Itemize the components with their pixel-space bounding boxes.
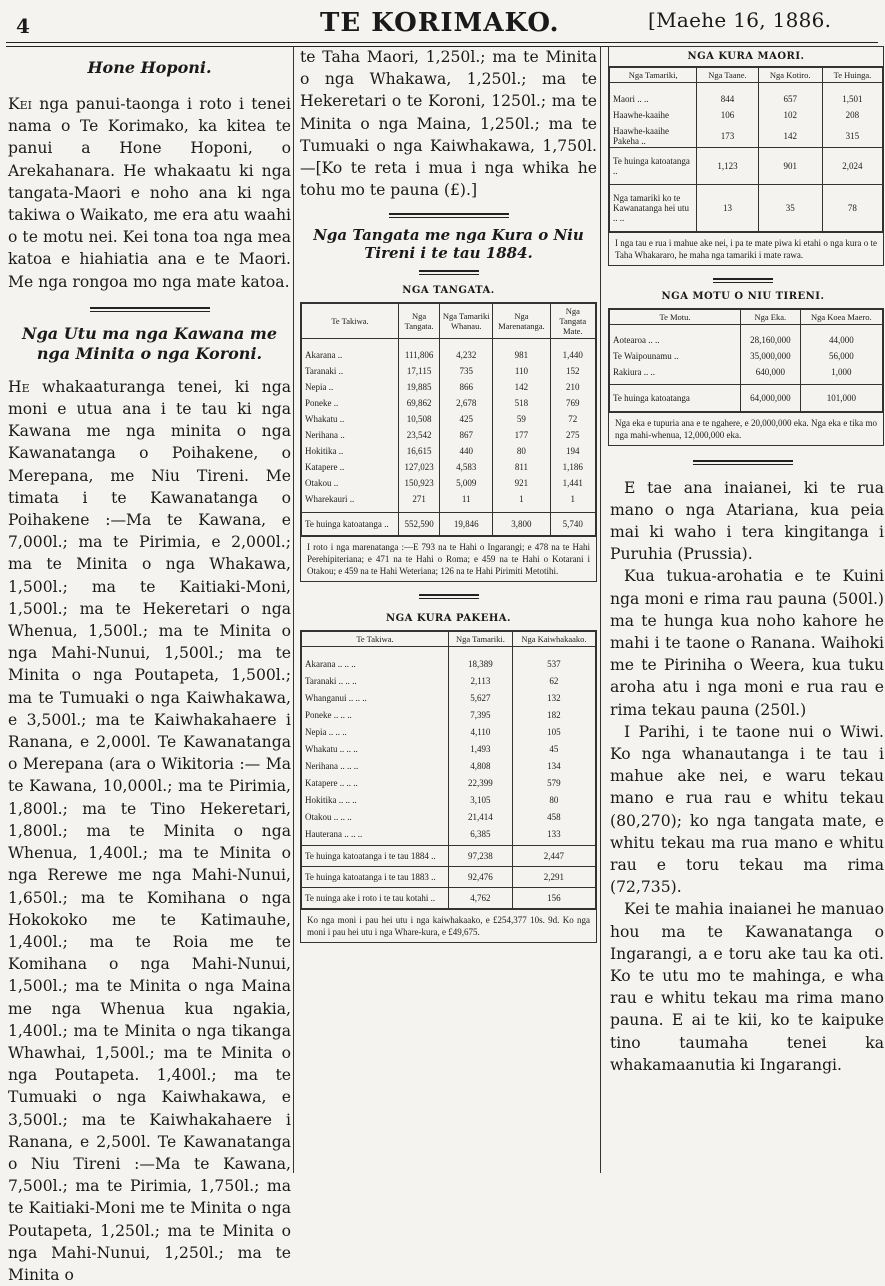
cell-value: 35,000,000 [741, 346, 801, 362]
row-label: Akarana .. .. .. [302, 653, 449, 670]
table-row [302, 393, 596, 409]
cell-value: 3,800 [493, 513, 550, 536]
row-label: Nepia .. .. .. [302, 721, 449, 738]
row-label: Nepia .. [302, 377, 399, 393]
cell-value: 866 [440, 377, 493, 393]
column-header: Nga Tamariki, [610, 68, 697, 83]
table-tangata [301, 303, 596, 536]
column-header: Nga Marenatanga. [493, 304, 550, 339]
column-header: Te Takiwa. [302, 304, 399, 339]
row-label: Hauterana .. .. .. [302, 823, 449, 840]
table-row [610, 89, 883, 105]
cell-value: 142 [493, 377, 550, 393]
table-row [610, 105, 883, 121]
cell-value: 62 [512, 670, 595, 687]
row-label: Te huinga katoatanga [610, 384, 741, 411]
row-label: Hokitika .. [302, 441, 399, 457]
cell-value: 518 [493, 393, 550, 409]
table-motu [609, 309, 883, 412]
cell-value: 102 [758, 105, 822, 121]
cell-value: 4,583 [440, 457, 493, 473]
drop-lead: Kei [8, 95, 33, 113]
cell-value: 56,000 [800, 346, 882, 362]
row-label: Otakou .. [302, 473, 399, 489]
section-divider [419, 270, 479, 275]
cell-value: 18,389 [449, 653, 513, 670]
total-row [302, 888, 596, 909]
cell-value: 194 [550, 441, 595, 457]
row-label: Te huinga katoatanga i te tau 1884 .. [302, 846, 449, 867]
acreage-note: Nga eka e tupuria ana e te ngahere, e 20,000,000 eka. Nga eka e tika mo nga mahi-whenua, 12,000,000 eka. [609, 412, 883, 445]
cell-value: 2,024 [822, 147, 882, 184]
section-divider [419, 594, 479, 599]
cell-value: 2,447 [512, 846, 595, 867]
cell-value: 901 [758, 147, 822, 184]
article-continuation: te Taha Maori, 1,250l.; ma te Minita o nga Whakawa, 1,250l.; ma te Hekeretari o te Koroni, 1250l.; ma te Minita o nga Maina, 1,250l.; ma te Tumuaki o nga Kaiwhakawa, 1,750l. —[Ko te reta i mua i nga whika he tohu mo te pauna (£).] [300, 48, 597, 200]
cell-value: 80 [512, 789, 595, 806]
cell-value: 111,806 [399, 345, 440, 361]
column-header: Nga Koea Maero. [800, 309, 882, 324]
table-header-row [302, 632, 596, 647]
table-row [302, 772, 596, 789]
table-row [302, 457, 596, 473]
column-header: Te Motu. [610, 309, 741, 324]
table-row [302, 806, 596, 823]
section-divider [693, 460, 793, 465]
cell-value: 22,399 [449, 772, 513, 789]
table-row [302, 687, 596, 704]
total-row [302, 513, 596, 536]
cell-value: 981 [493, 345, 550, 361]
row-label: Te Waipounamu .. [610, 346, 741, 362]
table-row [610, 121, 883, 148]
cell-value: 78 [822, 184, 882, 231]
cell-value: 97,238 [449, 846, 513, 867]
cell-value: 16,615 [399, 441, 440, 457]
cell-value: 72 [550, 409, 595, 425]
cell-value: 64,000,000 [741, 384, 801, 411]
cell-value: 844 [697, 89, 758, 105]
row-label: Te nuinga ake i roto i te tau kotahi .. [302, 888, 449, 909]
row-label: Haawhe-kaaihe Pakeha .. [610, 121, 697, 148]
cell-value: 210 [550, 377, 595, 393]
table-row [302, 425, 596, 441]
table-header-row [302, 304, 596, 339]
table-row [610, 362, 883, 378]
cell-value: 315 [822, 121, 882, 148]
row-label: Akarana .. [302, 345, 399, 361]
cell-value: 28,160,000 [741, 330, 801, 346]
row-label: Otakou .. .. .. [302, 806, 449, 823]
cell-value: 1,493 [449, 738, 513, 755]
cell-value: 2,678 [440, 393, 493, 409]
cell-value: 173 [697, 121, 758, 148]
column-header: Nga Kotiro. [758, 68, 822, 83]
cell-value: 134 [512, 755, 595, 772]
cell-value: 11 [440, 489, 493, 505]
cell-value: 1,000 [800, 362, 882, 378]
marriage-note: I roto i nga marenatanga :—E 793 na te Hahi o Ingarangi; e 478 na te Hahi Perehipiteriana; e 471 na te Hahi o Roma; e 459 na te Hahi o Kotarani i Otakou; e 459 na te Hahi Weteriana; 126 na te Hahi Pirimiti Metotihi. [301, 536, 596, 581]
column-3 [602, 46, 884, 1173]
row-label: Taranaki .. [302, 361, 399, 377]
cell-value: 4,232 [440, 345, 493, 361]
cell-value: 867 [440, 425, 493, 441]
column-header: Nga Tangata. [399, 304, 440, 339]
cell-value: 152 [550, 361, 595, 377]
table-caption-motu: NGA MOTU O NIU TIRENI. [661, 290, 825, 302]
row-label: Katapere .. [302, 457, 399, 473]
row-label: Nga tamariki ko te Kawanatanga hei utu .. .. [610, 184, 697, 231]
cell-value: 132 [512, 687, 595, 704]
cell-value: 69,862 [399, 393, 440, 409]
cell-value: 19,846 [440, 513, 493, 536]
article-body-nga-utu: He whakaaturanga tenei, ki nga moni e utua ana i te tau ki nga Kawana me nga minita o nga Kawanatanga o Poihakene, o Merepana, me Niu Tireni. Me timata i te Kawanatanga o Poihakene :—Ma te Kawana, e 7,000l.; ma te Pirimia, e 2,000l.; ma te Minita o nga Whakawa, 1,500l.; ma te Kaitiaki-Moni, 1,500l.; ma te Hekeretari o nga Whenua, 1,500l.; ma te Minita o nga Mahi-Nunui, 1,500l.; ma te Minita o nga Poutapeta, 1,500l.; ma te Tumuaki o nga Kaiwhakawa, e 3,500l.; ma te Kaiwhakahaere i Ranana, e 2,000l. Te Kawanatanga o Merepana (ara o Wikitoria :— Ma te Kawana, 10,000l.; ma te Pirimia, 1,800l.; ma te Tino Hekeretari, 1,800l.; ma te Minita o nga Whenua, 1,400l.; ma te Minita o nga Rerewe me nga Mahi-Nunui, 1,650l.; ma te Komihana o nga Hokokoko me te Katimauhe, 1,400l.; ma te Roia me te Komihana o nga Mahi-Nunui, 1,500l.; ma te Minita o nga Maina me nga Whenua kua ngakia, 1,400l.; ma te Minita o nga tikanga Whawhai, 1,500l.; ma te Minita o nga Poutapeta. 1,400l.; ma te Tumuaki o nga Kaiwhakawa, e 3,500l.; ma te Kaiwhakahaere i Ranana, e 2,500l. Te Kawanatanga o Niu Tireni :—Ma te Kawana, 7,500l.; ma te Pirimia, 1,750l.; ma te Kaitiaki-Moni me te Minita o nga Poutapeta, 1,250l.; ma te Minita o nga Mahi-Nunui, 1,250l.; ma te Minita o [8, 377, 291, 1284]
cell-value: 127,023 [399, 457, 440, 473]
total-row [302, 867, 596, 888]
cell-value: 1,441 [550, 473, 595, 489]
cell-value: 19,885 [399, 377, 440, 393]
table-row [302, 721, 596, 738]
table-row [302, 738, 596, 755]
cell-value: 92,476 [449, 867, 513, 888]
table-row [302, 345, 596, 361]
cell-value: 105 [512, 721, 595, 738]
cell-value: 106 [697, 105, 758, 121]
cell-value: 5,009 [440, 473, 493, 489]
total-row [610, 147, 883, 184]
row-label: Nerihana .. .. .. [302, 755, 449, 772]
row-label: Whanganui .. .. .. [302, 687, 449, 704]
news-paragraph: I Parihi, i te taone nui o Wiwi. Ko nga whanautanga i te tau i mahue ake nei, e waru tekau mano e rua rau e whitu tekau (80,270); ko nga tangata mate, e whitu tekau ma rua mano e whitu rau e toru tekau ma rima (72,735). [610, 722, 884, 897]
row-label: Taranaki .. .. .. [302, 670, 449, 687]
page-number: 4 [16, 14, 30, 38]
table-caption-tangata: NGA TANGATA. [402, 285, 495, 297]
table-row [302, 441, 596, 457]
cell-value: 271 [399, 489, 440, 505]
news-paragraph: Kua tukua-arohatia e te Kuini nga moni e rima rau pauna (500l.) ma te hunga kua noho kahore he mahi i te taone o Ranana. Waihoki me te Piriniha o Weera, kua tuku aroha atu i nga moni e rua rau e rima tekau pauna (250l.) [610, 567, 884, 719]
row-label: Nerihana .. [302, 425, 399, 441]
cell-value: 5,627 [449, 687, 513, 704]
row-label: Rakiura .. .. [610, 362, 741, 378]
article-title-nga-utu: Nga Utu ma nga Kawana me nga Minita o nga Koroni. [21, 323, 277, 363]
row-label: Haawhe-kaaihe [610, 105, 697, 121]
news-paragraph: Kei te mahia inaianei he manuao hou ma te Kawanatanga o Ingarangi, a e toru ake tau ka oti. Ko te utu mo te mahinga, e wha rau e whitu tekau ma rima mano pauna. E ai te kii, ko te kaipuke tino taumaha tenei ka whakamaanutia ki Ingarangi. [610, 900, 884, 1074]
article-body-hone-hoponi: Kei nga panui-taonga i roto i tenei nama o Te Korimako, ka kitea te panui a Hone Hoponi, o Arekahanara. He whakaatu ki nga tangata-Maori e noho ana ki nga takiwa o Waikato, me era atu waahi o te motu nei. Kei tona toa nga mea katoa e hiahiatia ana e te Maori. Me nga rongoa mo nga mate katoa. [8, 95, 291, 291]
table-row [302, 670, 596, 687]
table-kura-pakeha-box [300, 630, 597, 943]
cell-value: 182 [512, 704, 595, 721]
cell-value: 425 [440, 409, 493, 425]
table-tangata-box [300, 302, 597, 582]
table-kura-maori [609, 67, 883, 232]
column-header: Nga Tamariki Whanau. [440, 304, 493, 339]
cell-value: 44,000 [800, 330, 882, 346]
cell-value: 80 [493, 441, 550, 457]
table-row [302, 489, 596, 505]
cell-value: 458 [512, 806, 595, 823]
masthead [0, 0, 885, 42]
table-row [302, 473, 596, 489]
cell-value: 45 [512, 738, 595, 755]
section-divider [713, 278, 773, 283]
table-row [302, 653, 596, 670]
cell-value: 3,105 [449, 789, 513, 806]
table-caption-kura-maori: NGA KURA MAORI. [609, 47, 883, 67]
statistics-section-title: Nga Tangata me nga Kura o Niu Tireni i te tau 1884. [313, 226, 584, 263]
section-divider [90, 307, 210, 312]
table-row [302, 409, 596, 425]
cell-value: 657 [758, 89, 822, 105]
fever-note: I nga tau e rua i mahue ake nei, i pa te mate piwa ki etahi o nga kura o te Taha Whakararo, he maha nga tamariki i mate rawa. [609, 232, 883, 265]
cell-value: 13 [697, 184, 758, 231]
extra-row [610, 184, 883, 231]
cell-value: 2,291 [512, 867, 595, 888]
table-kura-maori-box [608, 46, 884, 266]
row-label: Wharekauri .. [302, 489, 399, 505]
cell-value: 640,000 [741, 362, 801, 378]
cell-value: 735 [440, 361, 493, 377]
cell-value: 4,110 [449, 721, 513, 738]
cell-value: 59 [493, 409, 550, 425]
cell-value: 579 [512, 772, 595, 789]
column-header: Nga Taane. [697, 68, 758, 83]
cell-value: 23,542 [399, 425, 440, 441]
table-header-row [610, 68, 883, 83]
cell-value: 5,740 [550, 513, 595, 536]
article-title-hone-hoponi: Hone Hoponi. [87, 58, 212, 77]
column-header: Nga Tangata Mate. [550, 304, 595, 339]
section-divider [389, 213, 509, 218]
table-row [610, 346, 883, 362]
cell-value: 7,395 [449, 704, 513, 721]
issue-date: [Maehe 16, 1886. [648, 8, 832, 32]
cell-value: 110 [493, 361, 550, 377]
row-label: Te huinga katoatanga .. [610, 147, 697, 184]
newspaper-title: TE KORIMAKO. [320, 8, 560, 38]
table-row [302, 361, 596, 377]
cell-value: 1,440 [550, 345, 595, 361]
cell-value: 552,590 [399, 513, 440, 536]
cell-value: 35 [758, 184, 822, 231]
cell-value: 921 [493, 473, 550, 489]
cell-value: 275 [550, 425, 595, 441]
column-header: Nga Tamariki. [449, 632, 513, 647]
row-label: Maori .. .. [610, 89, 697, 105]
cell-value: 4,762 [449, 888, 513, 909]
table-motu-box [608, 308, 884, 446]
cell-value: 4,808 [449, 755, 513, 772]
cell-value: 1,501 [822, 89, 882, 105]
column-header: Nga Kaiwhakaako. [512, 632, 595, 647]
column-header: Te Takiwa. [302, 632, 449, 647]
cell-value: 1,123 [697, 147, 758, 184]
cell-value: 21,414 [449, 806, 513, 823]
school-cost-note: Ko nga moni i pau hei utu i nga kaiwhakaako, e £254,377 10s. 9d. Ko nga moni i pau hei utu i nga Whare-kura, e £49,675. [301, 909, 596, 942]
cell-value: 440 [440, 441, 493, 457]
cell-value: 133 [512, 823, 595, 840]
row-label: Te huinga katoatanga .. [302, 513, 399, 536]
table-row [610, 330, 883, 346]
row-label: Hokitika .. .. .. [302, 789, 449, 806]
row-label: Poneke .. [302, 393, 399, 409]
table-row [302, 823, 596, 840]
drop-lead: He [8, 377, 30, 396]
cell-value: 769 [550, 393, 595, 409]
cell-value: 142 [758, 121, 822, 148]
cell-value: 17,115 [399, 361, 440, 377]
total-row [610, 384, 883, 411]
table-row [302, 789, 596, 806]
table-row [302, 377, 596, 393]
column-1 [8, 46, 291, 1284]
row-label: Poneke .. .. .. [302, 704, 449, 721]
cell-value: 537 [512, 653, 595, 670]
row-label: Te huinga katoatanga i te tau 1883 .. [302, 867, 449, 888]
column-header: Nga Eka. [741, 309, 801, 324]
total-row [302, 846, 596, 867]
cell-value: 101,000 [800, 384, 882, 411]
cell-value: 1 [550, 489, 595, 505]
cell-value: 811 [493, 457, 550, 473]
cell-value: 208 [822, 105, 882, 121]
table-header-row [610, 309, 883, 324]
row-label: Whakatu .. .. .. [302, 738, 449, 755]
cell-value: 1 [493, 489, 550, 505]
table-row [302, 704, 596, 721]
column-2 [296, 46, 601, 1173]
column-rule-1 [293, 46, 294, 1173]
row-label: Aotearoa .. .. [610, 330, 741, 346]
table-caption-kura-pakeha: NGA KURA PAKEHA. [385, 613, 512, 625]
row-label: Katapere .. .. .. [302, 772, 449, 789]
cell-value: 10,508 [399, 409, 440, 425]
row-label: Whakatu .. [302, 409, 399, 425]
table-row [302, 755, 596, 772]
cell-value: 177 [493, 425, 550, 441]
cell-value: 1,186 [550, 457, 595, 473]
column-header: Te Huinga. [822, 68, 882, 83]
cell-value: 156 [512, 888, 595, 909]
news-paragraph: E tae ana inaianei, ki te rua mano o nga Atariana, kua peia mai ki waho i tera kingitanga i Puruhia (Prussia). [610, 478, 884, 564]
cell-value: 2,113 [449, 670, 513, 687]
cell-value: 6,385 [449, 823, 513, 840]
cell-value: 150,923 [399, 473, 440, 489]
table-kura-pakeha [301, 631, 596, 909]
